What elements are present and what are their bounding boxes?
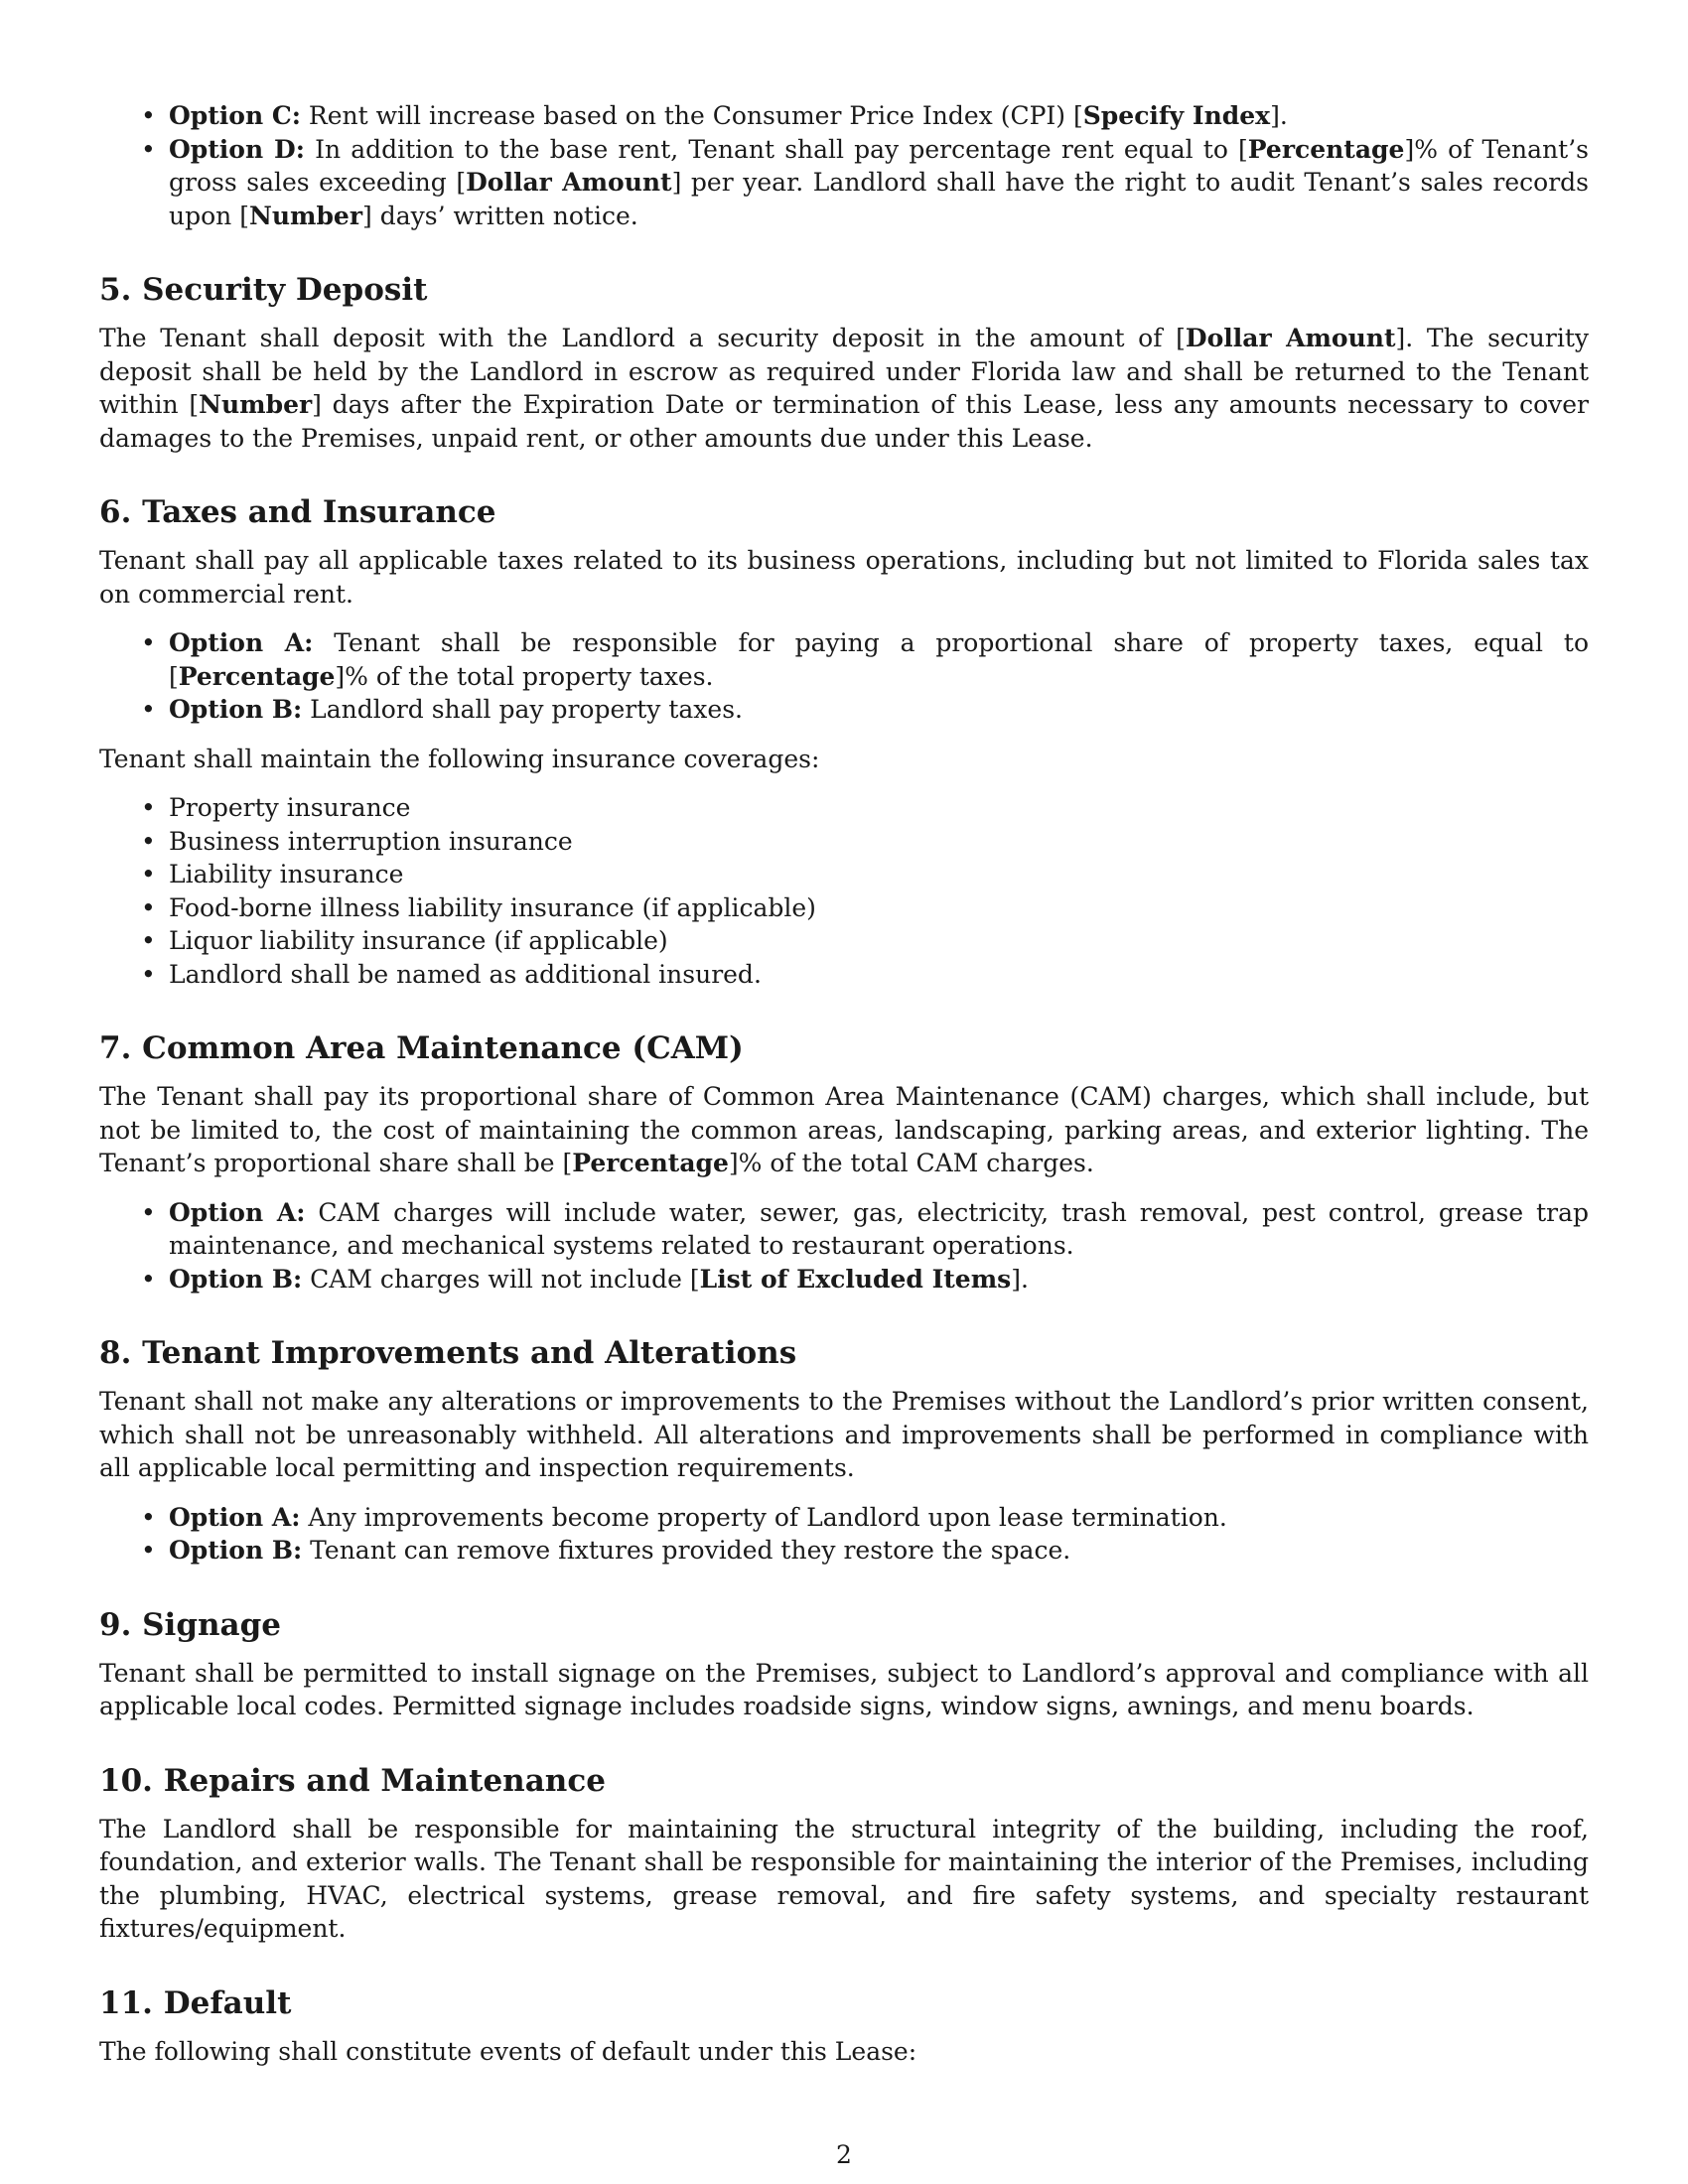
text-run: CAM charges will not include [ xyxy=(302,1264,700,1294)
list-item-option-a xyxy=(99,1501,1589,1535)
text-run: Rent will increase based on the Consumer Price Index (CPI) [ xyxy=(300,101,1083,130)
list-item-option-c xyxy=(99,99,1589,133)
text-run: CAM charges will include water, sewer, gas, electricity, trash removal, pest control, grease trap maintenance, and mechanical systems related to restaurant operations. xyxy=(169,1197,1589,1260)
option-label: Option D: xyxy=(169,134,305,164)
text-run: ]% of the total property taxes. xyxy=(335,661,714,691)
text-run: ]% of the total CAM charges. xyxy=(728,1149,1094,1177)
improvement-options-list xyxy=(99,1501,1589,1568)
text-run: ]. xyxy=(1270,101,1288,130)
section-heading-cam: 7. Common Area Maintenance (CAM) xyxy=(99,1030,744,1066)
text-run: ]. The security deposit shall be held by the Landlord in escrow as required under Florida law and shall be returned to the Tenant within [ xyxy=(99,324,1589,419)
text-run: The Tenant shall deposit with the Landlord a security deposit in the amount of [ xyxy=(99,324,1186,352)
text-run: ]. xyxy=(1011,1264,1029,1294)
placeholder-field: Number xyxy=(248,201,363,230)
placeholder-field: Dollar Amount xyxy=(466,168,672,197)
text-run: Tenant can remove fixtures provided they restore the space. xyxy=(302,1536,1071,1565)
placeholder-field: Percentage xyxy=(1247,134,1405,164)
rent-options-list xyxy=(99,99,1589,232)
section-heading-repairs: 10. Repairs and Maintenance xyxy=(99,1762,606,1799)
text-run: ]% of Tenant’s gross sales exceeding [ xyxy=(169,134,1589,197)
page-content xyxy=(99,99,1589,2068)
list-item: • Food-borne illness liability insurance (if applicable) xyxy=(99,891,1589,925)
list-item: • Landlord shall be named as additional insured. xyxy=(99,958,1589,992)
list-item: • Business interruption insurance xyxy=(99,825,1589,859)
section-heading-security-deposit: 5. Security Deposit xyxy=(99,272,428,308)
page-number: 2 xyxy=(836,2140,852,2169)
section-paragraph xyxy=(99,1080,1589,1180)
placeholder-field: Percentage xyxy=(178,661,336,691)
section-heading-improvements: 8. Tenant Improvements and Alterations xyxy=(99,1335,797,1371)
section-paragraph: Tenant shall not make any alterations or improvements to the Premises without the Landlord’s prior written consent, which shall not be unreasonably withheld. All alterations and improvements shall be performed in compliance with all applicable local permitting and inspection requirements. xyxy=(99,1387,1589,1482)
placeholder-field: Specify Index xyxy=(1082,101,1271,130)
placeholder-field: Number xyxy=(199,390,313,419)
text-run: ] per year. Landlord shall have the right to audit Tenant’s sales records upon [ xyxy=(169,168,1589,230)
insurance-coverage-list xyxy=(99,791,1589,991)
option-label: Option A: xyxy=(169,1502,301,1532)
option-label: Option B: xyxy=(169,695,303,724)
placeholder-field: Percentage xyxy=(572,1149,729,1177)
section-heading-signage: 9. Signage xyxy=(99,1606,282,1643)
text-run: ] days after the Expiration Date or termination of this Lease, less any amounts necessary to cover damages to the Premises, unpaid rent, or other amounts due under this Lease. xyxy=(99,390,1589,453)
list-item-option-b xyxy=(99,1263,1589,1297)
option-label: Option C: xyxy=(169,101,301,130)
list-item: • Property insurance xyxy=(99,791,1589,825)
list-item-option-b xyxy=(99,1534,1589,1568)
list-item-option-a xyxy=(99,626,1589,693)
list-item-option-a xyxy=(99,1196,1589,1263)
section-paragraph: The Landlord shall be responsible for maintaining the structural integrity of the building, including the roof, foundation, and exterior walls. The Tenant shall be responsible for maintaining the interior of the Premises, including the plumbing, HVAC, electrical systems, grease removal, and fire safety systems, and specialty restaurant fixtures/equipment. xyxy=(99,1814,1589,1943)
list-item-option-b xyxy=(99,693,1589,727)
text-run: Landlord shall pay property taxes. xyxy=(302,695,743,724)
option-label: Option B: xyxy=(169,1536,303,1565)
option-label: Option A: xyxy=(169,1197,306,1227)
text-run: Tenant shall be responsible for paying a proportional share of property taxes, equal to [ xyxy=(169,628,1590,691)
list-item: • Liability insurance xyxy=(99,858,1589,891)
list-item: • Liquor liability insurance (if applicable) xyxy=(99,924,1589,958)
section-paragraph: Tenant shall be permitted to install signage on the Premises, subject to Landlord’s approval and compliance with all applicable local codes. Permitted signage includes roadside signs, window signs, awnings, and menu boards. xyxy=(99,1658,1589,1720)
section-paragraph xyxy=(99,322,1589,455)
section-paragraph: The following shall constitute events of default under this Lease: xyxy=(99,2036,917,2066)
text-run: Any improvements become property of Landlord upon lease termination. xyxy=(300,1502,1227,1532)
text-run: In addition to the base rent, Tenant shall pay percentage rent equal to [ xyxy=(304,134,1248,164)
section-heading-default: 11. Default xyxy=(99,1984,292,2021)
list-item-option-d xyxy=(99,133,1589,233)
cam-options-list xyxy=(99,1196,1589,1297)
option-label: Option A: xyxy=(169,628,314,657)
tax-options-list xyxy=(99,626,1589,727)
section-paragraph: Tenant shall maintain the following insurance coverages: xyxy=(99,744,820,773)
option-label: Option B: xyxy=(169,1264,303,1294)
section-paragraph: Tenant shall pay all applicable taxes related to its business operations, including but not limited to Florida sales tax on commercial rent. xyxy=(99,546,1589,609)
text-run: The Tenant shall pay its proportional share of Common Area Maintenance (CAM) charges, which shall include, but not be limited to, the cost of maintaining the common areas, landscaping, parking areas, and exterior lighting. The Tenant’s proportional share shall be [ xyxy=(99,1082,1589,1177)
text-run: ] days’ written notice. xyxy=(362,201,638,230)
placeholder-field: List of Excluded Items xyxy=(699,1264,1012,1294)
section-heading-taxes-insurance: 6. Taxes and Insurance xyxy=(99,494,496,530)
placeholder-field: Dollar Amount xyxy=(1185,324,1396,352)
